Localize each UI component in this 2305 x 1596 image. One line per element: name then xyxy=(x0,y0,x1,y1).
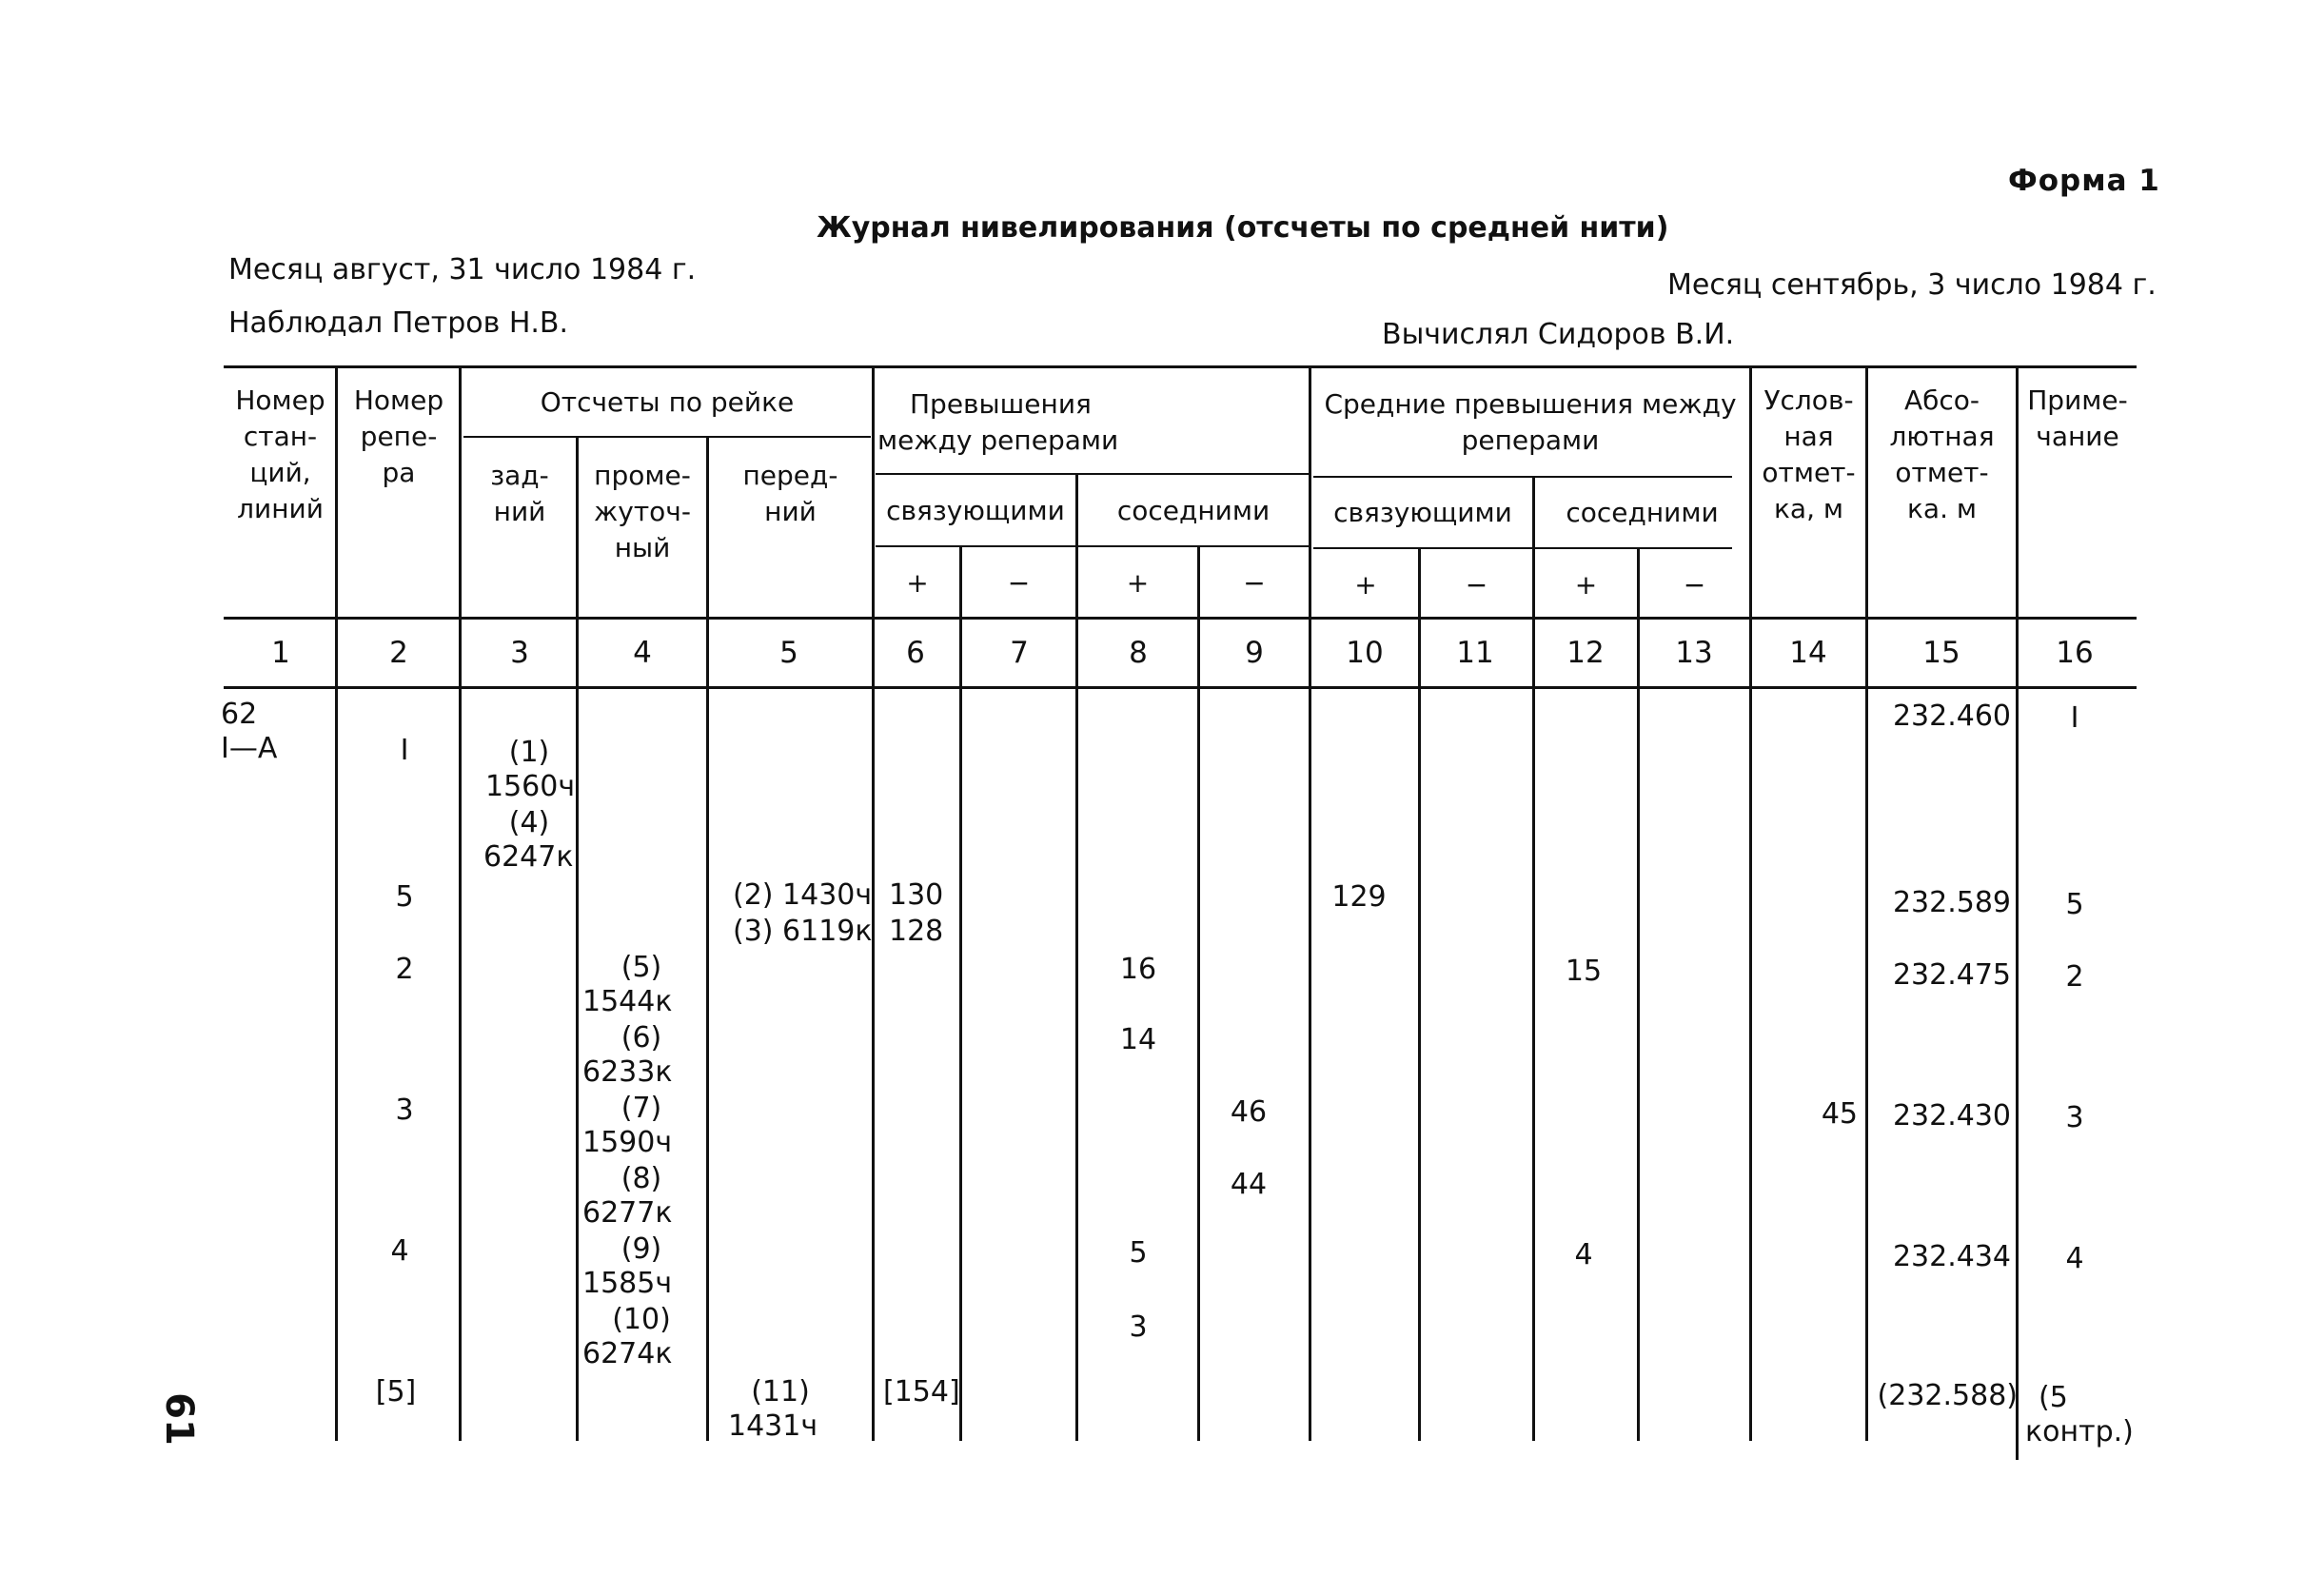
adjacent-elevation-plus: 5 xyxy=(1129,1236,1148,1270)
note-value: (5 xyxy=(2039,1381,2068,1414)
intermediate-reading: 1544к xyxy=(582,985,673,1018)
mean-adjacent-elevation-plus: 4 xyxy=(1574,1238,1593,1271)
end-date: Месяц сентябрь, 3 число 1984 г. xyxy=(1667,268,2157,302)
station-number: 62 xyxy=(221,698,258,731)
page-number: 61 xyxy=(156,1392,201,1446)
mean-linking-elevation-plus: 129 xyxy=(1331,880,1387,914)
journal-title: Журнал нивелирования (отсчеты по средней нити) xyxy=(817,211,1669,245)
linking-elevation-plus: 128 xyxy=(889,915,944,948)
note-value: контр.) xyxy=(2025,1415,2134,1448)
intermediate-reading: 6233к xyxy=(582,1055,673,1089)
bench-number: 4 xyxy=(390,1234,409,1268)
bench-number: I xyxy=(400,734,409,767)
front-reading-label: (11) xyxy=(751,1375,810,1409)
calculator: Вычислял Сидоров В.И. xyxy=(1382,318,1735,351)
linking-elevation-check: [154] xyxy=(883,1375,960,1409)
sign-rule-2 xyxy=(1313,547,1732,549)
header-bottom-rule xyxy=(224,617,2137,620)
sign-plus-8: + xyxy=(1126,567,1150,599)
sign-minus-11: − xyxy=(1465,569,1488,601)
intermediate-reading: 6274к xyxy=(582,1337,673,1370)
intermediate-reading-label: (8) xyxy=(621,1162,662,1195)
col-num-2: 2 xyxy=(389,636,408,670)
intermediate-reading-label: (6) xyxy=(621,1021,662,1054)
col-sep-8 xyxy=(1197,545,1200,1441)
header-note: Приме- чание xyxy=(2027,384,2128,452)
bench-number: 2 xyxy=(395,953,414,986)
col-num-8: 8 xyxy=(1129,636,1148,670)
header-conditional-mark: Услов- ная отмет- ка, м xyxy=(1762,384,1856,524)
col-num-9: 9 xyxy=(1245,636,1264,670)
header-adjacent: соседними xyxy=(1116,495,1271,526)
header-absolute-mark: Абсо- лютная отмет- ка. м xyxy=(1889,384,1995,524)
intermediate-reading-label: (5) xyxy=(621,951,662,984)
col-sep-1 xyxy=(335,365,338,1441)
front-reading: 1431ч xyxy=(728,1409,818,1443)
sign-minus-13: − xyxy=(1683,569,1706,601)
col-num-5: 5 xyxy=(779,636,798,670)
staff-readings-rule xyxy=(463,436,871,438)
col-num-16: 16 xyxy=(2056,636,2094,670)
sign-plus-12: + xyxy=(1574,569,1598,601)
col-sep-7 xyxy=(1075,473,1078,1441)
header-adjacent-2: соседними xyxy=(1566,497,1719,528)
adjacent-elevation-plus: 16 xyxy=(1119,953,1157,986)
col-num-14: 14 xyxy=(1789,636,1827,670)
col-num-7: 7 xyxy=(1010,636,1029,670)
col-sep-2 xyxy=(459,365,462,1441)
col-sep-12 xyxy=(1637,547,1640,1441)
absolute-mark-check: (232.588) xyxy=(1877,1379,2018,1412)
col-num-4: 4 xyxy=(633,636,652,670)
col-sep-5 xyxy=(872,365,875,1441)
intermediate-reading-label: (10) xyxy=(612,1303,671,1336)
back-reading-label: (1) xyxy=(508,736,550,769)
adjacent-elevation-plus: 3 xyxy=(1129,1310,1148,1344)
col-num-13: 13 xyxy=(1675,636,1713,670)
header-back: зад- ний xyxy=(490,460,549,527)
header-elevations: Превышения между реперами xyxy=(877,388,1119,456)
col-num-1: 1 xyxy=(271,636,290,670)
header-linking: связующими xyxy=(886,495,1065,526)
header-linking-2: связующими xyxy=(1333,497,1512,528)
note-value: 5 xyxy=(2065,888,2084,921)
col-num-11: 11 xyxy=(1456,636,1494,670)
header-intermediate: проме- жуточ- ный xyxy=(594,460,691,563)
intermediate-reading: 6277к xyxy=(582,1196,673,1230)
note-value: I xyxy=(2070,701,2079,735)
sign-plus-10: + xyxy=(1354,569,1377,601)
col-num-12: 12 xyxy=(1566,636,1605,670)
sign-minus-7: − xyxy=(1007,567,1031,599)
bench-number: 3 xyxy=(395,1094,414,1127)
header-station: Номер стан- ций, линий xyxy=(235,384,325,524)
header-front: перед- ний xyxy=(742,460,838,527)
header-mean-elevations: Средние превышения между реперами xyxy=(1324,388,1737,456)
col-sep-4 xyxy=(706,436,709,1441)
col-num-10: 10 xyxy=(1346,636,1384,670)
start-date: Месяц август, 31 число 1984 г. xyxy=(228,253,697,286)
column-numbers-rule xyxy=(224,686,2137,689)
absolute-mark-value: 232.460 xyxy=(1892,699,2011,733)
note-value: 3 xyxy=(2065,1101,2084,1134)
intermediate-reading: 1590ч xyxy=(582,1126,673,1159)
front-reading: (2) 1430ч xyxy=(733,878,873,912)
bench-number: [5] xyxy=(375,1375,417,1409)
col-num-6: 6 xyxy=(906,636,925,670)
col-sep-6 xyxy=(959,545,962,1441)
header-staff-readings: Отсчеты по рейке xyxy=(540,386,795,418)
intermediate-reading: 1585ч xyxy=(582,1267,673,1300)
absolute-mark-value: 232.434 xyxy=(1892,1240,2011,1273)
sign-rule-1 xyxy=(876,545,1309,547)
back-reading: 1560ч xyxy=(485,770,576,803)
absolute-mark-value: 232.589 xyxy=(1892,886,2011,919)
back-reading: 6247к xyxy=(483,840,574,874)
adjacent-elevation-plus: 14 xyxy=(1119,1023,1157,1056)
observer: Наблюдал Петров Н.В. xyxy=(228,306,569,340)
col-sep-11 xyxy=(1532,476,1535,1441)
col-sep-10 xyxy=(1418,547,1421,1441)
col-num-15: 15 xyxy=(1922,636,1960,670)
bench-number: 5 xyxy=(395,880,414,914)
col-sep-15 xyxy=(2016,365,2019,1460)
col-num-3: 3 xyxy=(510,636,529,670)
linking-elevation-plus: 130 xyxy=(889,878,944,912)
col-sep-9 xyxy=(1309,365,1311,1441)
mean-elevations-rule xyxy=(1313,476,1732,478)
absolute-mark-value: 232.475 xyxy=(1892,958,2011,992)
back-reading-label: (4) xyxy=(508,806,550,839)
absolute-mark-value: 232.430 xyxy=(1892,1099,2011,1133)
line-name: I—A xyxy=(221,732,278,765)
mean-adjacent-elevation-plus: 15 xyxy=(1565,955,1603,988)
header-benchmark: Номер репе- ра xyxy=(353,384,444,488)
sign-plus-6: + xyxy=(906,567,929,599)
note-value: 4 xyxy=(2065,1242,2084,1275)
note-value: 2 xyxy=(2065,960,2084,994)
adjacent-elevation-minus: 44 xyxy=(1230,1168,1268,1201)
intermediate-reading-label: (9) xyxy=(621,1232,662,1266)
adjacent-elevation-minus: 46 xyxy=(1230,1095,1268,1129)
conditional-mark-value: 45 xyxy=(1821,1097,1858,1131)
front-reading: (3) 6119к xyxy=(733,915,873,948)
table-top-rule xyxy=(224,365,2137,368)
form-label: Форма 1 xyxy=(2008,164,2160,198)
col-sep-3 xyxy=(576,436,579,1441)
elevations-rule xyxy=(876,473,1309,475)
sign-minus-9: − xyxy=(1243,567,1266,599)
intermediate-reading-label: (7) xyxy=(621,1092,662,1125)
